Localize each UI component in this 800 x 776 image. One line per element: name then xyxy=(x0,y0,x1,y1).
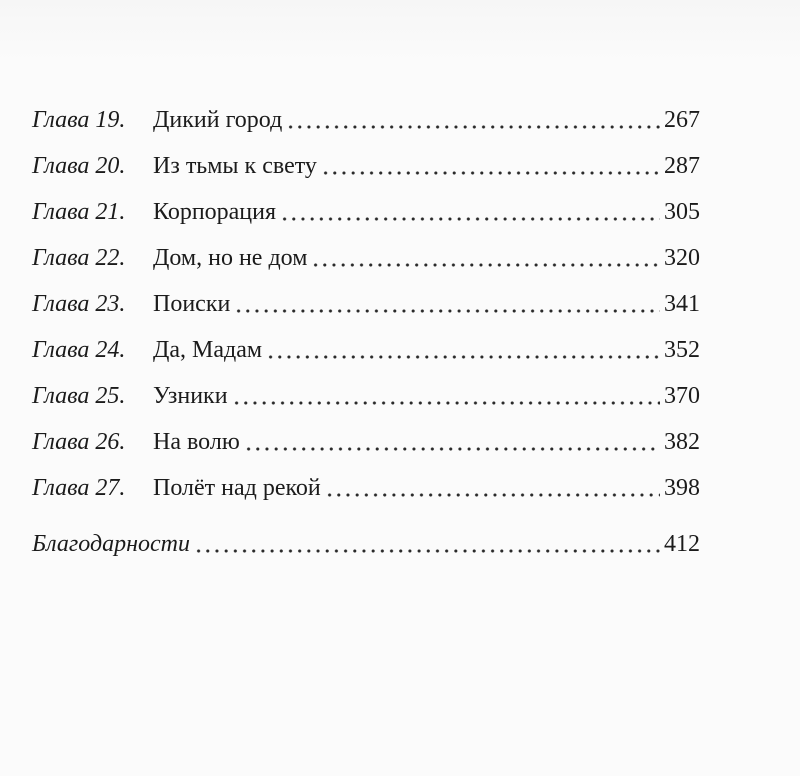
chapter-title: Поиски xyxy=(153,291,231,317)
chapter-label: Глава 23. xyxy=(32,291,126,317)
page-number: 398 xyxy=(664,475,700,501)
chapter-label: Глава 25. xyxy=(32,383,126,409)
chapter-label: Глава 19. xyxy=(32,107,126,133)
toc-entry-chapter-22[interactable] xyxy=(32,235,700,281)
top-shadow-band xyxy=(0,0,800,60)
page-number: 370 xyxy=(664,383,700,409)
dot-leader xyxy=(280,216,660,222)
page-number: 305 xyxy=(664,199,700,225)
page-number: 352 xyxy=(664,337,700,363)
toc-entry-chapter-24[interactable] xyxy=(32,327,700,373)
chapter-label: Глава 24. xyxy=(32,337,126,363)
chapter-title: Узники xyxy=(153,383,228,409)
chapter-title: Дикий город xyxy=(153,107,283,133)
toc-entry-chapter-25[interactable] xyxy=(32,373,700,419)
toc-entry-chapter-27[interactable] xyxy=(32,465,700,511)
page-number: 267 xyxy=(664,107,700,133)
table-of-contents xyxy=(32,97,700,567)
dot-leader xyxy=(232,400,660,406)
dot-leader xyxy=(286,124,660,130)
chapter-title: Полёт над рекой xyxy=(153,475,321,501)
dot-leader xyxy=(266,354,660,360)
page-number: 341 xyxy=(664,291,700,317)
toc-entry-chapter-20[interactable] xyxy=(32,143,700,189)
dot-leader xyxy=(244,446,660,452)
chapter-title: Дом, но не дом xyxy=(153,245,308,271)
toc-entry-chapter-21[interactable] xyxy=(32,189,700,235)
dot-leader xyxy=(321,170,660,176)
chapter-label: Глава 21. xyxy=(32,199,126,225)
toc-entry-acknowledgments[interactable] xyxy=(32,521,700,567)
dot-leader xyxy=(311,262,660,268)
toc-entry-chapter-26[interactable] xyxy=(32,419,700,465)
dot-leader xyxy=(325,492,660,498)
toc-entry-chapter-23[interactable] xyxy=(32,281,700,327)
chapter-title: Из тьмы к свету xyxy=(153,153,317,179)
dot-leader xyxy=(194,548,660,554)
dot-leader xyxy=(234,308,660,314)
chapter-title: На волю xyxy=(153,429,240,455)
chapter-label: Глава 22. xyxy=(32,245,126,271)
page-number: 320 xyxy=(664,245,700,271)
chapter-label: Глава 26. xyxy=(32,429,126,455)
chapter-label: Глава 27. xyxy=(32,475,126,501)
page-number: 287 xyxy=(664,153,700,179)
page-number: 382 xyxy=(664,429,700,455)
acknowledgments-title: Благодарности xyxy=(32,531,190,557)
chapter-title: Да, Мадам xyxy=(153,337,263,363)
chapter-label: Глава 20. xyxy=(32,153,126,179)
page-number: 412 xyxy=(664,531,700,557)
chapter-title: Корпорация xyxy=(153,199,277,225)
toc-entry-chapter-19[interactable] xyxy=(32,97,700,143)
